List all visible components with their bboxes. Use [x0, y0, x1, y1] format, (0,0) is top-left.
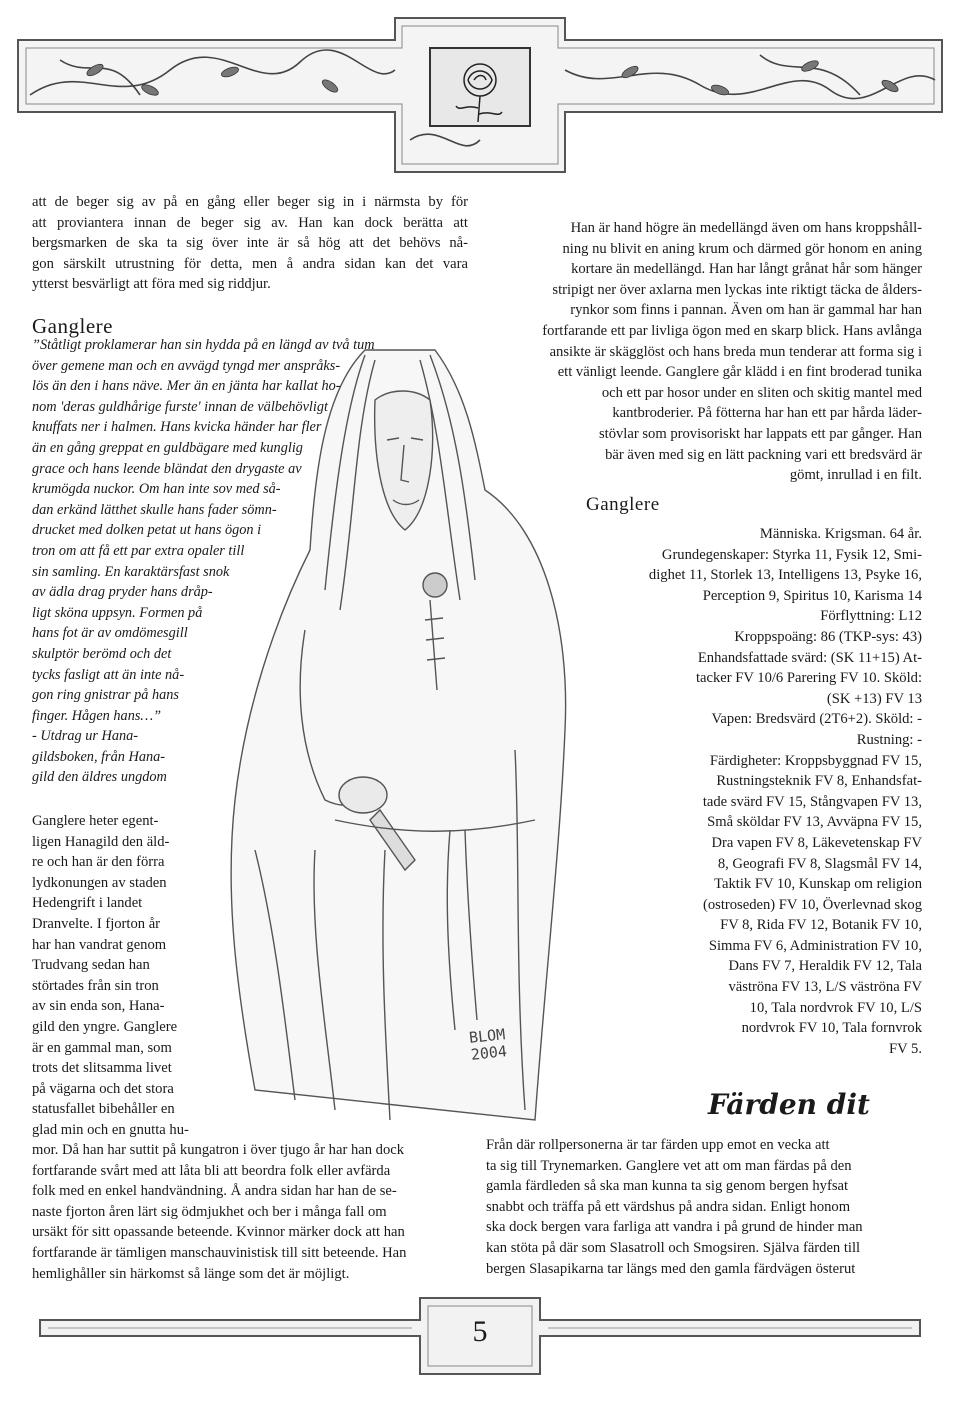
appearance-description [480, 218, 922, 486]
quote-line: gildsboken, från Hana- [32, 748, 166, 765]
text-line: ytterst besvärligt att föra med sig riddjur. [32, 276, 271, 293]
stat-line: tacker FV 10/6 Parering FV 10. Sköld: [695, 670, 922, 687]
stat-line: Enhandsfattade svärd: (SK 11+15) At- [697, 649, 922, 666]
text-line: bergen Slasapikarna tar längs med den gamla färdvägen österut [486, 1260, 856, 1277]
text-line: gömt, inrullad i en filt. [789, 467, 922, 484]
stat-line: tade svärd FV 15, Stångvapen FV 13, [702, 793, 922, 810]
text-line: ta sig till Trynemarken. Ganglere vet att om man färdas på den [486, 1157, 852, 1174]
text-line: störtades från sin tron [32, 977, 159, 994]
stats-block [560, 524, 922, 1059]
stat-line: Små sköldar FV 13, Avväpna FV 15, [707, 814, 922, 831]
text-line: ett vänligt leende. Ganglere går klädd i en fint broderad tunika [557, 364, 922, 381]
section-paragraph [486, 1135, 926, 1279]
quote-block [32, 335, 472, 788]
stat-line: (SK +13) FV 13 [826, 690, 922, 707]
stat-line: Taktik FV 10, Kunskap om religion [714, 876, 922, 893]
stat-line: dighet 11, Storlek 13, Intelligens 13, Psyke 16, [648, 567, 922, 584]
stat-line: Grundegenskaper: Styrka 11, Fysik 12, Smi- [661, 546, 922, 563]
text-line: kan stöta på där som Slasatroll och Smogsiren. Själva färden till [486, 1239, 861, 1256]
section-title: Färden dit [708, 1088, 870, 1121]
text-line: Från där rollpersonerna är tar färden upp emot en vecka att [486, 1137, 830, 1153]
stat-line: 10, Tala nordvrok FV 10, L/S [749, 999, 922, 1016]
quote-line: finger. Hågen hans…” [32, 707, 162, 724]
quote-line: tycks fasligt att än inte nå- [32, 666, 185, 683]
quote-line: av ädla drag pryder hans dråp- [32, 584, 213, 601]
text-line: Ganglere heter egent- [32, 813, 159, 829]
quote-line: nom 'deras guldhårige furste' innan de välbehövligt [32, 398, 328, 415]
illustration-signature [468, 1026, 507, 1064]
text-line: kortare än medellängd. Han har långt grånat hår som hänger [571, 261, 922, 278]
stat-line: väströna FV 13, L/S väströna FV [728, 979, 922, 996]
quote-line: ligt sköna uppsyn. Formen på [32, 604, 203, 621]
text-line: stövlar som provisoriskt har lappats ett par gånger. Han [598, 425, 922, 442]
text-line: av sin enda son, Hana- [32, 998, 165, 1015]
signature-year: 2004 [469, 1042, 508, 1064]
header-banner [0, 0, 960, 190]
stat-line: Rustning: - [856, 731, 922, 748]
text-line: bergsmarken de ska ta sig över inte är så hög att det behövs nå- [32, 235, 468, 252]
text-line: naste fjorton åren lärt sig ödmjukhet och ber i många fall om [32, 1203, 387, 1220]
text-line: att de beger sig av på en gång eller beger sig in i närmsta by för [32, 194, 468, 210]
quote-line: hans fot är av omdömesgill [32, 625, 188, 642]
text-line: snabbt och träffa på ett värdshus på andra sidan. Enligt honom [486, 1198, 851, 1215]
text-line: kantbroderier. På fötterna har han ett par hårda läder- [612, 405, 922, 422]
stats-heading: Ganglere [586, 494, 660, 515]
quote-line: krumögda nuckor. Om han inte sov med så- [32, 481, 281, 498]
page-number: 5 [472, 1315, 488, 1348]
text-line: ligen Hanagild den äld- [32, 833, 170, 850]
stat-line: Dra vapen FV 8, Läkevetenskap FV [711, 834, 922, 851]
stat-line: Dans FV 7, Heraldik FV 12, Tala [728, 958, 922, 975]
text-line: folk med en enkel handvändning. Å andra sidan har han de se- [32, 1183, 397, 1200]
character-description-bottom [32, 1140, 472, 1284]
stat-line: (ostroseden) FV 10, Överlevnad skog [702, 896, 922, 913]
stat-line: Rustningsteknik FV 8, Enhandsfat- [716, 773, 922, 790]
text-line: Dranvelte. I fjorton år [32, 915, 161, 932]
text-line: gon särskilt utrustning för detta, men å andra sidan kan det vara [32, 255, 468, 272]
quote-line: knuffats ner i halmen. Hans kvicka händer har fler [32, 419, 322, 436]
quote-line: tron om att få ett par extra opaler till [32, 542, 245, 559]
stat-line: Förflyttning: L12 [820, 608, 922, 625]
quote-line: gild den äldres ungdom [32, 769, 167, 786]
stat-line: Simma FV 6, Administration FV 10, [708, 937, 922, 954]
text-line: fortfarande svårt med att låta bli att beordra folk eller avfärda [32, 1162, 391, 1179]
stat-line: nordvrok FV 10, Tala fornvrok [741, 1020, 922, 1037]
intro-paragraph [32, 192, 468, 295]
text-line: att proviantera innan de beger sig av. Han kan dock berätta att [32, 214, 468, 231]
text-line: ansikte är skägglöst och hans breda mun tenderar att forma sig i [549, 343, 922, 360]
text-line: ursäkt för sitt opassande beteende. Kvinnor märker dock att han [32, 1224, 405, 1241]
text-line: trots det slitsamma livet [32, 1060, 172, 1077]
quote-line: än en gång greppat en guldbägare med kunglig [32, 439, 303, 456]
stat-line: FV 8, Rida FV 12, Botanik FV 10, [720, 917, 922, 934]
quote-line: lös än den i hans näve. Mer än en jänta har kallat ho- [32, 378, 341, 395]
text-line: glad min och en gnutta hu- [32, 1121, 189, 1138]
stat-line: 8, Geografi FV 8, Slagsmål FV 14, [717, 855, 922, 872]
text-line: fortfarande ett par livliga ögon med en skarp blick. Hans avlånga [542, 322, 922, 339]
quote-line: över gemene man och en avvägd tyngd mer anspråks- [32, 357, 341, 374]
stat-line: Färdigheter: Kroppsbyggnad FV 15, [709, 752, 922, 769]
text-line: ska dock bergen vara farliga att vandra i på grund de hinder man [486, 1219, 863, 1236]
character-description-left [32, 811, 222, 1141]
text-line: gamla färdleden så ska man kunna ta sig genom bergen hyfsat [486, 1178, 849, 1195]
text-line: har han vandrat genom [32, 936, 167, 953]
quote-heading: Ganglere [32, 314, 113, 338]
stat-line: Perception 9, Spiritus 10, Karisma 14 [702, 587, 922, 604]
quote-line: skulptör berömd och det [32, 645, 172, 662]
text-line: statusfallet bibehåller en [32, 1101, 175, 1118]
quote-line: sin samling. En karaktärsfast snok [32, 563, 230, 580]
text-line: och ett par hosor under en sliten och skitig mantel med [601, 384, 922, 401]
text-line: gild den yngre. Ganglere [32, 1018, 178, 1035]
text-line: Hedengrift i landet [32, 895, 143, 912]
text-line: Trudvang sedan han [32, 957, 150, 974]
text-line: re och han är den förra [32, 854, 165, 871]
quote-line: - Utdrag ur Hana- [32, 728, 139, 745]
text-line: bär även med sig en lätt packning vari ett bredsvärd är [605, 446, 922, 463]
text-line: stripigt ner över axlarna men lyckas inte riktigt täcka de ålders- [552, 281, 922, 298]
quote-line: gon ring gnistrar på hans [32, 687, 179, 704]
stat-line: Vapen: Bredsvärd (2T6+2). Sköld: - [711, 711, 922, 728]
signature-name: BLOM [468, 1025, 507, 1047]
text-line: Han är hand högre än medellängd även om hans kroppshåll- [570, 220, 922, 236]
quote-line: drucket med dolken petat ut hans ögon i [32, 522, 262, 539]
quote-line: dan erkänd lätthet skulle hans fader sömn- [32, 501, 277, 518]
text-line: lydkonungen av staden [32, 874, 167, 891]
quote-line: ”Ståtligt proklamerar han sin hydda på en längd av två tum [32, 337, 375, 353]
stat-line: FV 5. [889, 1040, 922, 1057]
text-line: rynkor som finns i pannan. Även om han är gammal har han [570, 302, 922, 319]
stat-line: Kroppspoäng: 86 (TKP-sys: 43) [734, 628, 922, 645]
quote-line: grace och hans leende bländat den drygaste av [32, 460, 302, 477]
text-line: på vägarna och det stora [32, 1080, 174, 1097]
text-line: hemlighåller sin härkomst så länge som det är möjligt. [32, 1265, 350, 1282]
text-line: är en gammal man, som [32, 1039, 172, 1056]
text-line: mor. Då han har suttit på kungatron i över tjugo år har han dock [32, 1142, 405, 1158]
text-line: fortfarande är tämligen manschauvinistisk till sitt beteende. Han [32, 1244, 407, 1261]
text-line: ning nu blivit en aning krum och därmed gör honom en aning [562, 240, 922, 257]
stat-line: Människa. Krigsman. 64 år. [759, 526, 922, 542]
